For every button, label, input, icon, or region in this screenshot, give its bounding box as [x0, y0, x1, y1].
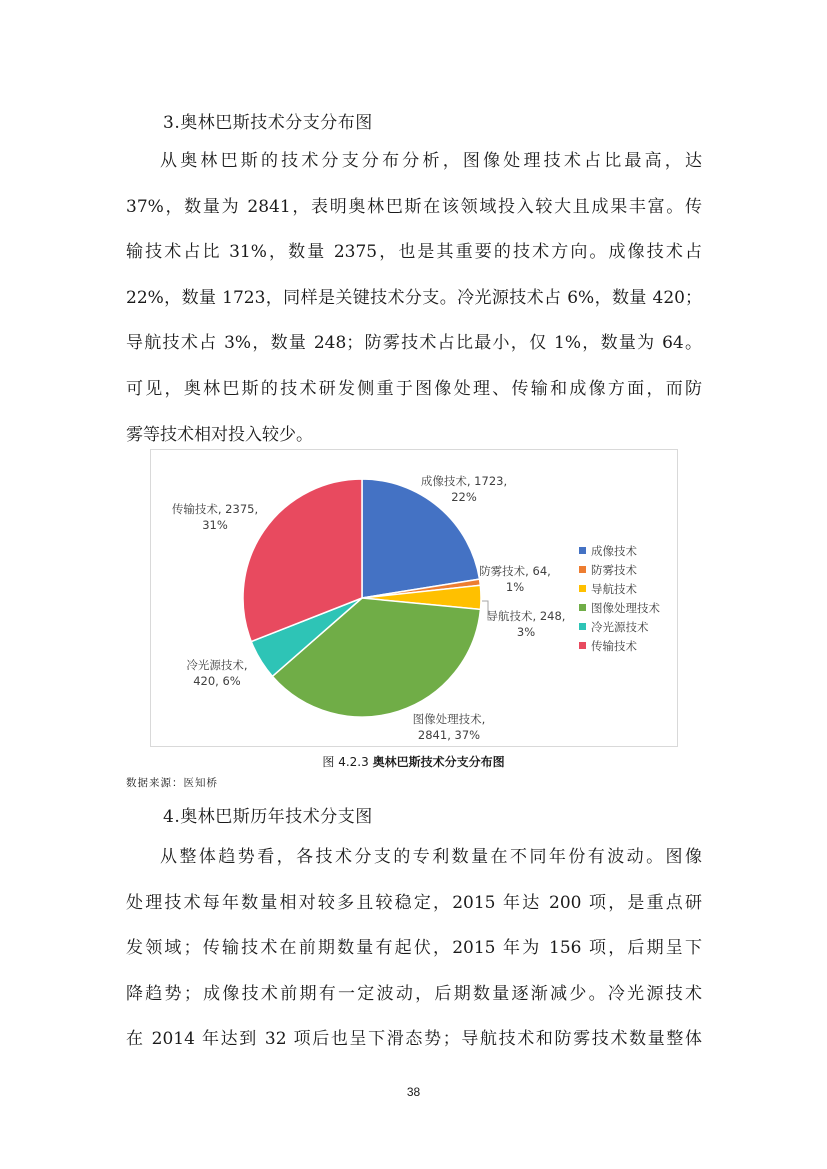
- slice-data-label: 防雾技术, 64, 1%: [479, 564, 551, 594]
- legend-swatch: [579, 585, 586, 592]
- data-source: 数据来源：医知桥: [126, 777, 218, 789]
- figure-number: 图 4.2.3: [322, 755, 369, 769]
- legend-label: 传输技术: [591, 639, 637, 653]
- pie-chart: [151, 450, 679, 748]
- legend-item: [579, 544, 637, 558]
- slice-data-label: 传输技术, 2375, 31%: [171, 502, 259, 532]
- legend-label: 导航技术: [591, 582, 637, 596]
- legend-swatch: [579, 642, 586, 649]
- paragraph-line: 从整体趋势看，各技术分支的专利数量在不同年份有波动。图像: [160, 847, 702, 867]
- legend-swatch: [579, 566, 586, 573]
- figure-caption: [0, 753, 827, 770]
- paragraph-line: 37%，数量为 2841，表明奥林巴斯在该领域投入较大且成果丰富。传: [126, 196, 702, 217]
- legend-label: 防雾技术: [591, 563, 637, 577]
- paragraph-line: 雾等技术相对投入较少。: [126, 424, 313, 445]
- slice-data-label: 冷光源技术, 420, 6%: [186, 658, 248, 688]
- paragraph-line: 导航技术占 3%，数量 248；防雾技术占比最小，仅 1%，数量为 64。: [126, 333, 702, 354]
- legend-label: 图像处理技术: [591, 601, 660, 615]
- paragraph-line: 可见，奥林巴斯的技术研发侧重于图像处理、传输和成像方面，而防: [126, 378, 702, 399]
- legend-swatch: [579, 547, 586, 554]
- paragraph-line: 降趋势；成像技术前期有一定波动，后期数量逐渐减少。冷光源技术: [126, 983, 702, 1004]
- paragraph-line: 发领域；传输技术在前期数量有起伏，2015 年为 156 项，后期呈下: [126, 938, 702, 959]
- legend-item: [579, 620, 649, 634]
- paragraph-line: 处理技术每年数量相对较多且较稳定，2015 年达 200 项，是重点研: [126, 892, 702, 913]
- section-3-paragraph: [126, 139, 702, 458]
- legend-item: [579, 582, 637, 596]
- slice-data-label: 成像技术, 1723, 22%: [420, 474, 508, 504]
- slice-data-label: 图像处理技术, 2841, 37%: [412, 712, 486, 742]
- section-4-paragraph: [126, 835, 702, 1063]
- pie-chart-frame: [150, 449, 678, 747]
- section-4-heading: 4.奥林巴斯历年技术分支图: [163, 807, 373, 827]
- legend-label: 冷光源技术: [591, 620, 649, 634]
- paragraph-line: 从奥林巴斯的技术分支分布分析，图像处理技术占比最高，达: [160, 151, 702, 171]
- legend-item: [579, 563, 637, 577]
- paragraph-line: 22%，数量 1723，同样是关键技术分支。冷光源技术占 6%，数量 420；: [126, 287, 702, 308]
- figure-title: 奥林巴斯技术分支分布图: [372, 755, 505, 769]
- paragraph-line: 输技术占比 31%，数量 2375，也是其重要的技术方向。成像技术占: [126, 242, 702, 263]
- legend-label: 成像技术: [591, 544, 637, 558]
- legend-item: [579, 601, 660, 615]
- section-3-heading: 3.奥林巴斯技术分支分布图: [163, 113, 373, 133]
- page-number: 38: [406, 1085, 421, 1099]
- legend-swatch: [579, 623, 586, 630]
- legend-swatch: [579, 604, 586, 611]
- slice-data-label: 导航技术, 248, 3%: [486, 609, 566, 639]
- legend-item: [579, 639, 637, 653]
- paragraph-line: 在 2014 年达到 32 项后也呈下滑态势；导航技术和防雾技术数量整体: [126, 1029, 702, 1050]
